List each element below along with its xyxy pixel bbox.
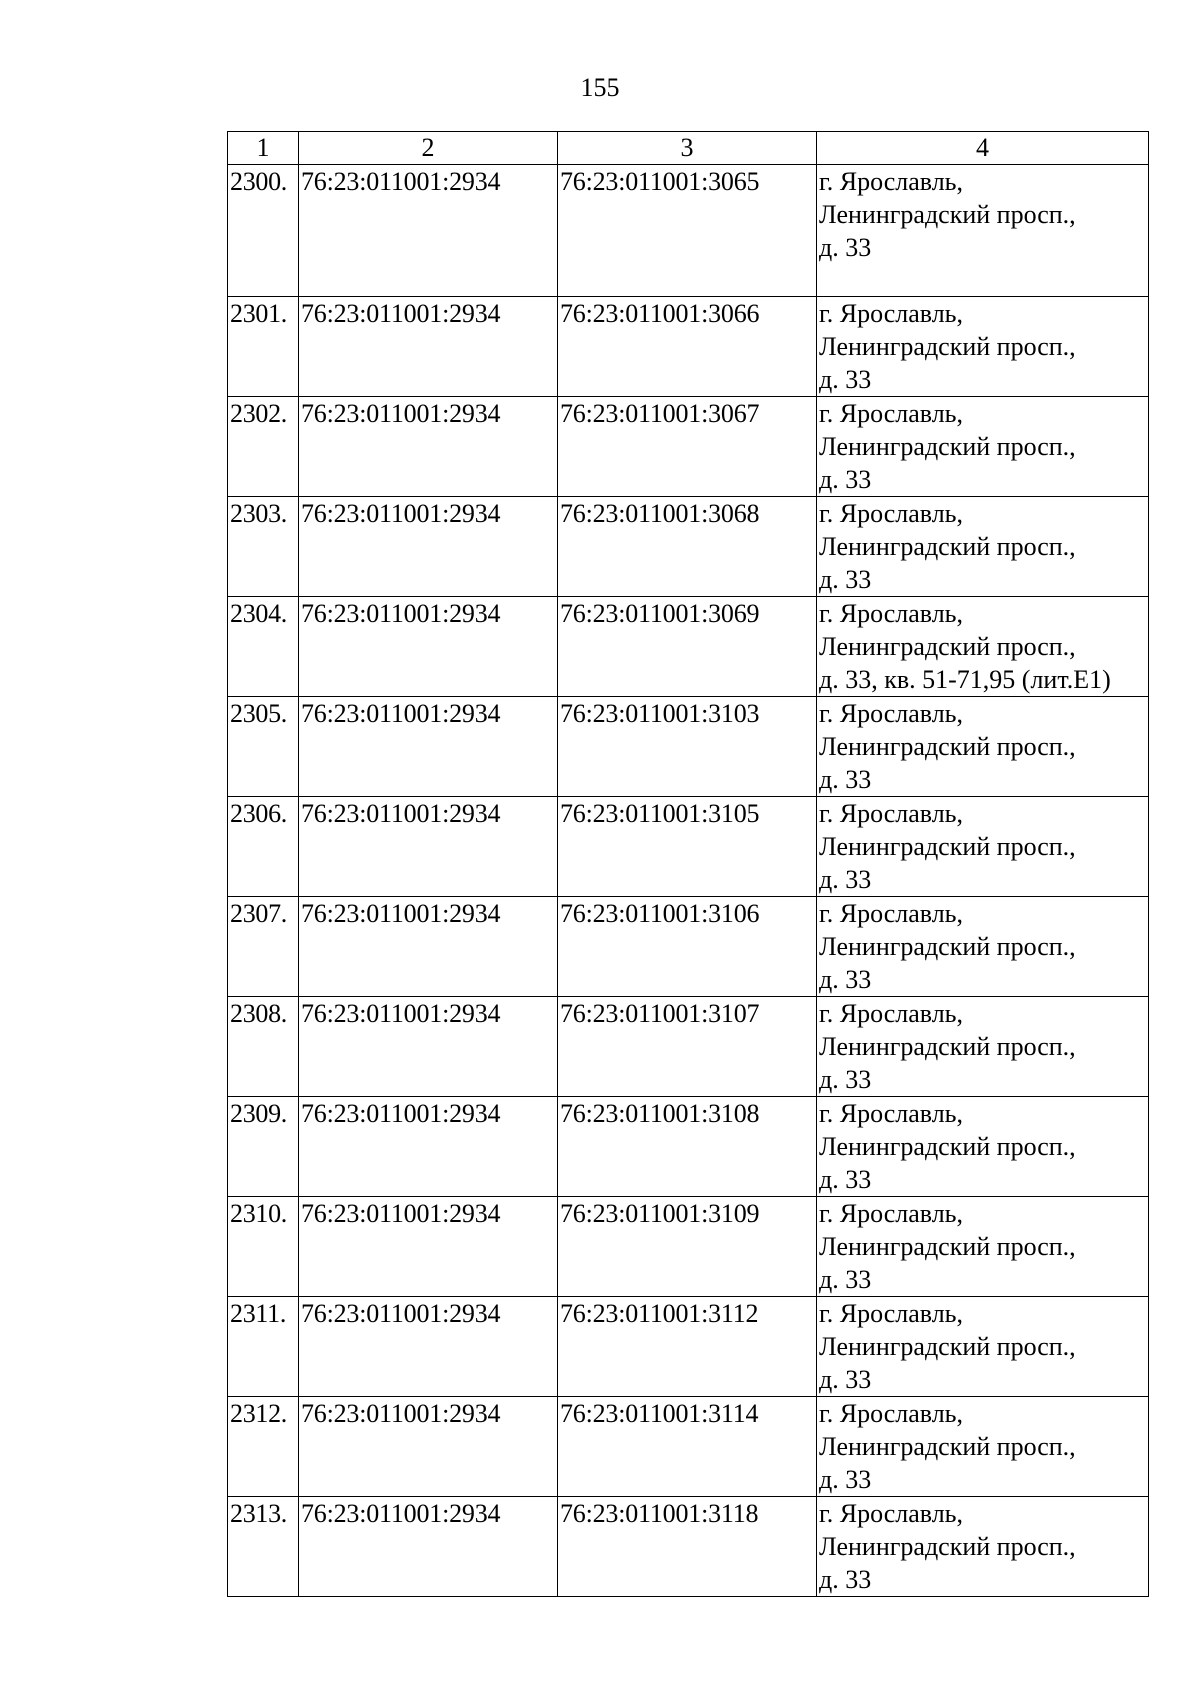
row-number-cell: 2310. xyxy=(228,1197,299,1297)
row-number-cell: 2301. xyxy=(228,297,299,397)
table-row xyxy=(228,897,1149,997)
object-cadastral-number-cell: 76:23:011001:3067 xyxy=(558,397,817,497)
row-number-cell: 2311. xyxy=(228,1297,299,1397)
address-line: г. Ярославль, xyxy=(819,1499,964,1528)
page-number: 155 xyxy=(580,73,620,102)
address-line: д. 33 xyxy=(819,365,872,394)
address-cell xyxy=(817,897,1149,997)
header-col-4: 4 xyxy=(817,132,1149,165)
address-cell xyxy=(817,1497,1149,1597)
cadastral-number-cell: 76:23:011001:2934 xyxy=(299,165,558,297)
row-number-cell: 2312. xyxy=(228,1397,299,1497)
object-cadastral-number-cell: 76:23:011001:3103 xyxy=(558,697,817,797)
table-row xyxy=(228,1197,1149,1297)
address-line: Ленинградский просп., xyxy=(819,1532,1076,1561)
table-row xyxy=(228,297,1149,397)
object-cadastral-number-cell: 76:23:011001:3065 xyxy=(558,165,817,297)
address-line: г. Ярославль, xyxy=(819,299,964,328)
address-line: д. 33 xyxy=(819,233,872,262)
object-cadastral-number-cell: 76:23:011001:3107 xyxy=(558,997,817,1097)
row-number-cell: 2300. xyxy=(228,165,299,297)
table-row xyxy=(228,497,1149,597)
address-line: Ленинградский просп., xyxy=(819,932,1076,961)
header-row xyxy=(228,132,1149,165)
address-line: Ленинградский просп., xyxy=(819,632,1076,661)
address-line: г. Ярославль, xyxy=(819,899,964,928)
address-line: д. 33 xyxy=(819,1165,872,1194)
table-body xyxy=(228,165,1149,1597)
object-cadastral-number-cell: 76:23:011001:3109 xyxy=(558,1197,817,1297)
address-line: д. 33 xyxy=(819,1065,872,1094)
row-number-cell: 2303. xyxy=(228,497,299,597)
address-line: г. Ярославль, xyxy=(819,999,964,1028)
cadastral-number-cell: 76:23:011001:2934 xyxy=(299,497,558,597)
address-line: Ленинградский просп., xyxy=(819,1132,1076,1161)
address-line: д. 33 xyxy=(819,1365,872,1394)
table-row xyxy=(228,1497,1149,1597)
address-line: д. 33, кв. 51-71,95 (лит.Е1) xyxy=(819,665,1111,694)
cadastral-number-cell: 76:23:011001:2934 xyxy=(299,997,558,1097)
cadastral-number-cell: 76:23:011001:2934 xyxy=(299,697,558,797)
row-number-cell: 2307. xyxy=(228,897,299,997)
address-cell xyxy=(817,1297,1149,1397)
cadastral-number-cell: 76:23:011001:2934 xyxy=(299,397,558,497)
address-line: г. Ярославль, xyxy=(819,399,964,428)
cadastral-number-cell: 76:23:011001:2934 xyxy=(299,1297,558,1397)
address-line: Ленинградский просп., xyxy=(819,1232,1076,1261)
address-line: г. Ярославль, xyxy=(819,1099,964,1128)
address-line: г. Ярославль, xyxy=(819,1199,964,1228)
cadastral-number-cell: 76:23:011001:2934 xyxy=(299,1397,558,1497)
address-cell xyxy=(817,165,1149,297)
address-line: Ленинградский просп., xyxy=(819,1432,1076,1461)
header-col-2: 2 xyxy=(299,132,558,165)
address-line: д. 33 xyxy=(819,1465,872,1494)
row-number-cell: 2308. xyxy=(228,997,299,1097)
cadastral-number-cell: 76:23:011001:2934 xyxy=(299,1497,558,1597)
object-cadastral-number-cell: 76:23:011001:3108 xyxy=(558,1097,817,1197)
address-cell xyxy=(817,497,1149,597)
cadastral-number-cell: 76:23:011001:2934 xyxy=(299,1097,558,1197)
object-cadastral-number-cell: 76:23:011001:3114 xyxy=(558,1397,817,1497)
row-number-cell: 2302. xyxy=(228,397,299,497)
address-cell xyxy=(817,1097,1149,1197)
cadastral-number-cell: 76:23:011001:2934 xyxy=(299,897,558,997)
object-cadastral-number-cell: 76:23:011001:3068 xyxy=(558,497,817,597)
address-line: Ленинградский просп., xyxy=(819,832,1076,861)
address-line: г. Ярославль, xyxy=(819,799,964,828)
cadastral-number-cell: 76:23:011001:2934 xyxy=(299,597,558,697)
address-cell xyxy=(817,1197,1149,1297)
address-line: Ленинградский просп., xyxy=(819,1332,1076,1361)
address-cell xyxy=(817,797,1149,897)
object-cadastral-number-cell: 76:23:011001:3112 xyxy=(558,1297,817,1397)
row-number-cell: 2313. xyxy=(228,1497,299,1597)
table-row xyxy=(228,165,1149,297)
address-line: Ленинградский просп., xyxy=(819,1032,1076,1061)
table-row xyxy=(228,997,1149,1097)
address-line: Ленинградский просп., xyxy=(819,432,1076,461)
row-number-cell: 2306. xyxy=(228,797,299,897)
address-cell xyxy=(817,997,1149,1097)
table-row xyxy=(228,797,1149,897)
table-row xyxy=(228,1097,1149,1197)
address-line: Ленинградский просп., xyxy=(819,732,1076,761)
table-row xyxy=(228,397,1149,497)
address-line: г. Ярославль, xyxy=(819,599,964,628)
address-line: г. Ярославль, xyxy=(819,1299,964,1328)
address-line: г. Ярославль, xyxy=(819,499,964,528)
table-row xyxy=(228,697,1149,797)
table-row xyxy=(228,1297,1149,1397)
address-line: Ленинградский просп., xyxy=(819,200,1076,229)
table-row xyxy=(228,1397,1149,1497)
address-line: д. 33 xyxy=(819,1265,872,1294)
object-cadastral-number-cell: 76:23:011001:3105 xyxy=(558,797,817,897)
address-line: д. 33 xyxy=(819,765,872,794)
address-cell xyxy=(817,397,1149,497)
header-col-1: 1 xyxy=(228,132,299,165)
object-cadastral-number-cell: 76:23:011001:3069 xyxy=(558,597,817,697)
cadastral-number-cell: 76:23:011001:2934 xyxy=(299,797,558,897)
address-line: д. 33 xyxy=(819,465,872,494)
cadastral-number-cell: 76:23:011001:2934 xyxy=(299,1197,558,1297)
address-cell xyxy=(817,297,1149,397)
object-cadastral-number-cell: 76:23:011001:3066 xyxy=(558,297,817,397)
address-line: Ленинградский просп., xyxy=(819,332,1076,361)
row-number-cell: 2305. xyxy=(228,697,299,797)
address-line: г. Ярославль, xyxy=(819,699,964,728)
address-line: д. 33 xyxy=(819,565,872,594)
table-header xyxy=(228,132,1149,165)
row-number-cell: 2309. xyxy=(228,1097,299,1197)
address-line: г. Ярославль, xyxy=(819,1399,964,1428)
address-line: Ленинградский просп., xyxy=(819,532,1076,561)
address-line: д. 33 xyxy=(819,965,872,994)
address-cell xyxy=(817,697,1149,797)
address-cell xyxy=(817,597,1149,697)
object-cadastral-number-cell: 76:23:011001:3106 xyxy=(558,897,817,997)
object-cadastral-number-cell: 76:23:011001:3118 xyxy=(558,1497,817,1597)
address-cell xyxy=(817,1397,1149,1497)
header-col-3: 3 xyxy=(558,132,817,165)
address-line: г. Ярославль, xyxy=(819,167,964,196)
data-table xyxy=(227,131,1149,1597)
table-row xyxy=(228,597,1149,697)
address-line: д. 33 xyxy=(819,1565,872,1594)
cadastral-number-cell: 76:23:011001:2934 xyxy=(299,297,558,397)
row-number-cell: 2304. xyxy=(228,597,299,697)
address-line: д. 33 xyxy=(819,865,872,894)
